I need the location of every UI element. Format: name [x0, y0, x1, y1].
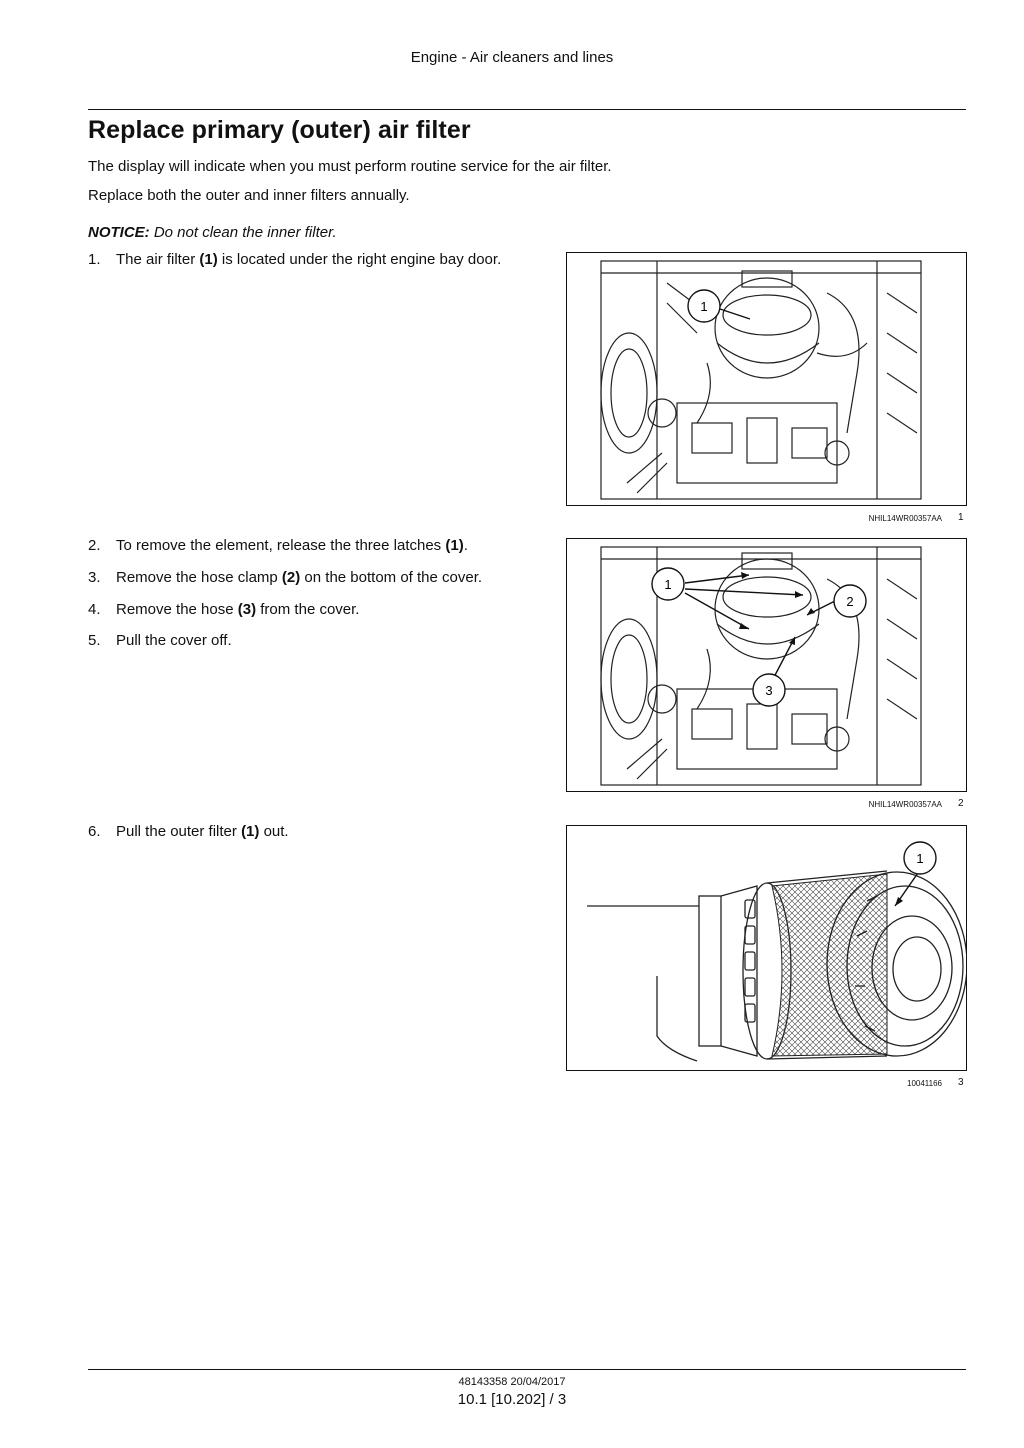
- step-number: 6.: [88, 823, 101, 840]
- footer-rule: [88, 1369, 966, 1370]
- intro-paragraph-2: Replace both the outer and inner filters annually.: [88, 187, 410, 204]
- engine-bay-illustration: [567, 539, 966, 791]
- intro-paragraph-1: The display will indicate when you must perform routine service for the air filter.: [88, 158, 612, 175]
- step-5: [88, 631, 528, 650]
- step-6: [88, 822, 528, 841]
- step-2: [88, 536, 528, 555]
- figure-code: NHIL14WR00357AA: [868, 800, 942, 809]
- notice-text: Do not clean the inner filter.: [149, 224, 337, 241]
- figure-code: 10041166: [907, 1079, 942, 1088]
- figure-number: 2: [958, 798, 964, 809]
- step-4: [88, 600, 528, 619]
- figure-number: 3: [958, 1077, 964, 1088]
- step-text: The air filter (1) is located under the right engine bay door.: [116, 251, 502, 268]
- callout-label: 2: [846, 594, 854, 609]
- notice: [88, 224, 337, 241]
- step-text: Pull the outer filter (1) out.: [116, 823, 289, 840]
- figure-code: NHIL14WR00357AA: [868, 514, 942, 523]
- notice-label: NOTICE:: [88, 224, 150, 241]
- outer-filter-illustration: [567, 826, 966, 1070]
- header-rule: [88, 109, 966, 110]
- step-text: Remove the hose clamp (2) on the bottom of the cover.: [116, 569, 483, 586]
- step-1: [88, 250, 528, 269]
- figure-number: 1: [958, 512, 964, 523]
- figure-2-engine-bay-callouts: [566, 538, 967, 792]
- callout-label: 1: [916, 851, 924, 866]
- step-text: To remove the element, release the three latches (1).: [116, 537, 468, 554]
- figure-3-outer-filter: [566, 825, 967, 1071]
- step-3: [88, 568, 528, 587]
- step-text: Pull the cover off.: [116, 632, 232, 649]
- footer-doc-code: 48143358 20/04/2017: [458, 1376, 566, 1388]
- step-number: 1.: [88, 251, 101, 268]
- callout-label: 3: [765, 683, 773, 698]
- figure-1-engine-bay: [566, 252, 967, 506]
- callout-label: 1: [700, 299, 708, 314]
- running-header: Engine - Air cleaners and lines: [410, 49, 614, 66]
- step-number: 3.: [88, 569, 101, 586]
- step-number: 4.: [88, 601, 101, 618]
- step-number: 2.: [88, 537, 101, 554]
- step-number: 5.: [88, 632, 101, 649]
- section-title: Replace primary (outer) air filter: [88, 116, 471, 144]
- callout-label: 1: [664, 577, 672, 592]
- footer-page-number: 10.1 [10.202] / 3: [457, 1391, 567, 1408]
- step-text: Remove the hose (3) from the cover.: [116, 601, 360, 618]
- engine-bay-illustration: [567, 253, 966, 505]
